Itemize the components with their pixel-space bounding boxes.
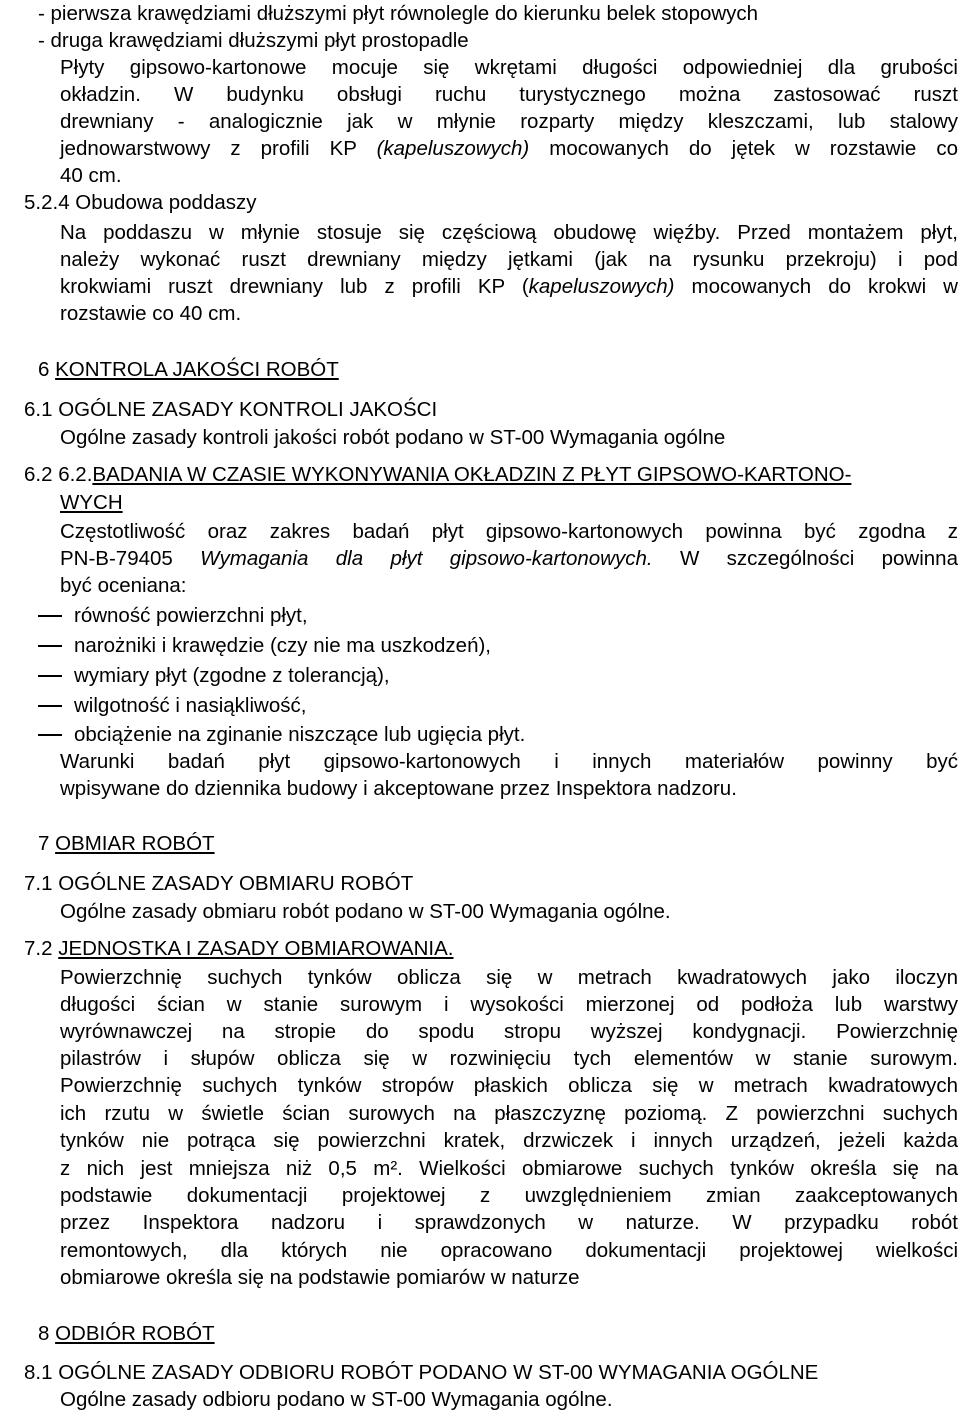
list-item: wymiary płyt (zgodne z tolerancją), bbox=[74, 664, 390, 687]
paragraph-line: przez Inspektora nadzoru i sprawdzonych w naturze. W przypadku robót bbox=[60, 1211, 958, 1234]
section-heading-5-2-4: 5.2.4 Obudowa poddaszy bbox=[24, 191, 257, 214]
dash-bullet bbox=[38, 734, 62, 736]
heading-number: 8 bbox=[38, 1322, 56, 1345]
section-heading-7-2 bbox=[24, 935, 453, 962]
dash-bullet bbox=[38, 645, 62, 647]
heading-number: 6.2 6.2. bbox=[24, 463, 93, 486]
section-heading-7-1: 7.1 OGÓLNE ZASADY OBMIARU ROBÓT bbox=[24, 872, 414, 895]
dash-bullet bbox=[38, 615, 62, 617]
section-heading-8-1: 8.1 OGÓLNE ZASADY ODBIORU ROBÓT PODANO W ST-00 WYMAGANIA OGÓLNE bbox=[24, 1361, 819, 1384]
italic-span: kapeluszowych) bbox=[528, 275, 675, 298]
paragraph-line: Na poddaszu w młynie stosuje się częściową obudowę więźby. Przed montażem płyt, bbox=[60, 221, 958, 244]
paragraph-line: Płyty gipsowo-kartonowe mocuje się wkrętami długości odpowiedniej dla grubości bbox=[60, 56, 958, 79]
section-heading-6-1: 6.1 OGÓLNE ZASADY KONTROLI JAKOŚCI bbox=[24, 398, 438, 421]
heading-title: WYCH bbox=[60, 491, 123, 514]
section-heading-7 bbox=[38, 830, 215, 857]
text-span: PN-B-79405 bbox=[60, 547, 201, 570]
paragraph-line: rozstawie co 40 cm. bbox=[60, 302, 242, 325]
text-span: krokwiami ruszt drewniany lub z profili KP ( bbox=[60, 275, 529, 298]
paragraph-line: remontowych, dla których nie opracowano dokumentacji projektowej wielkości bbox=[60, 1239, 958, 1262]
paragraph-line: wpisywane do dziennika budowy i akceptowane przez Inspektora nadzoru. bbox=[60, 777, 737, 800]
paragraph-line: być oceniana: bbox=[60, 574, 187, 597]
section-heading-6 bbox=[38, 356, 339, 383]
heading-number: 6 bbox=[38, 358, 56, 381]
paragraph-line: okładzin. W budynku obsługi ruchu turystycznego można zastosować ruszt bbox=[60, 83, 958, 106]
bullet-line: - druga krawędziami dłuższymi płyt prostopadle bbox=[38, 29, 469, 52]
paragraph-line: podstawie dokumentacji projektowej z uwzględnieniem zmian zaakceptowanych bbox=[60, 1184, 958, 1207]
italic-span: Wymagania dla płyt gipsowo-kartonowych. bbox=[200, 547, 653, 570]
paragraph-line bbox=[60, 135, 958, 162]
section-heading-8 bbox=[38, 1320, 215, 1347]
paragraph-line: Ogólne zasady odbioru podano w ST-00 Wymagania ogólne. bbox=[60, 1388, 613, 1411]
paragraph-line: pilastrów i słupów oblicza się w rozwinięciu tych elementów w stanie surowym. bbox=[60, 1047, 958, 1070]
text-span: W szczególności powinna bbox=[652, 547, 958, 570]
text-span: mocowanych do krokwi w bbox=[674, 275, 958, 298]
paragraph-line: Częstotliwość oraz zakres badań płyt gipsowo-kartonowych powinna być zgodna z bbox=[60, 520, 958, 543]
dash-bullet bbox=[38, 705, 62, 707]
section-heading-6-2 bbox=[24, 461, 851, 488]
paragraph-line: tynków nie potrąca się powierzchni kratek, drzwiczek i innych urządzeń, jeżeli każda bbox=[60, 1129, 958, 1152]
list-item: narożniki i krawędzie (czy nie ma uszkodzeń), bbox=[74, 634, 491, 657]
list-item: wilgotność i nasiąkliwość, bbox=[74, 694, 307, 717]
paragraph-line: długości ścian w stanie surowym i wysokości mierzonej od podłoża lub warstwy bbox=[60, 993, 958, 1016]
paragraph-line: obmiarowe określa się na podstawie pomiarów w naturze bbox=[60, 1266, 580, 1289]
paragraph-line: Ogólne zasady kontroli jakości robót podano w ST-00 Wymagania ogólne bbox=[60, 426, 726, 449]
heading-title: OBMIAR ROBÓT bbox=[55, 832, 215, 855]
dash-bullet bbox=[38, 675, 62, 677]
list-item: równość powierzchni płyt, bbox=[74, 604, 308, 627]
paragraph-line: Warunki badań płyt gipsowo-kartonowych i innych materiałów powinny być bbox=[60, 750, 958, 773]
text-span: jednowarstwowy z profili KP bbox=[60, 137, 377, 160]
paragraph-line: Powierzchnię suchych tynków stropów płaskich oblicza się w metrach kwadratowych bbox=[60, 1074, 958, 1097]
paragraph-line: należy wykonać ruszt drewniany między jętkami (jak na rysunku przekroju) i pod bbox=[60, 248, 958, 271]
heading-title: KONTROLA JAKOŚCI ROBÓT bbox=[55, 358, 339, 381]
paragraph-line: 40 cm. bbox=[60, 164, 122, 187]
text-span: mocowanych do jętek w rozstawie co bbox=[529, 137, 958, 160]
paragraph-line: Ogólne zasady obmiaru robót podano w ST-00 Wymagania ogólne. bbox=[60, 900, 671, 923]
bullet-line: - pierwsza krawędziami dłuższymi płyt równolegle do kierunku belek stopowych bbox=[38, 2, 759, 25]
heading-title: ODBIÓR ROBÓT bbox=[55, 1322, 215, 1345]
heading-continuation bbox=[60, 489, 123, 516]
list-item: obciążenie na zginanie niszczące lub ugięcia płyt. bbox=[74, 723, 526, 746]
paragraph-line: drewniany - analogicznie jak w młynie rozparty między kleszczami, lub stalowy bbox=[60, 110, 958, 133]
heading-title: JEDNOSTKA I ZASADY OBMIAROWANIA. bbox=[58, 937, 454, 960]
paragraph-line: Powierzchnię suchych tynków oblicza się w metrach kwadratowych jako iloczyn bbox=[60, 966, 958, 989]
italic-span: (kapeluszowych) bbox=[376, 137, 530, 160]
heading-number: 7 bbox=[38, 832, 56, 855]
heading-title: BADANIA W CZASIE WYKONYWANIA OKŁADZIN Z PŁYT GIPSOWO-KARTONO- bbox=[92, 463, 852, 486]
paragraph-line: ich rzutu w świetle ścian surowych na płaszczyznę poziomą. Z powierzchni suchych bbox=[60, 1102, 958, 1125]
paragraph-line bbox=[60, 545, 958, 572]
paragraph-line bbox=[60, 273, 958, 300]
paragraph-line: wyrównawczej na stropie do spodu stropu wyższej kondygnacji. Powierzchnię bbox=[60, 1020, 958, 1043]
heading-number: 7.2 bbox=[24, 937, 59, 960]
paragraph-line: z nich jest mniejsza niż 0,5 m². Wielkości obmiarowe suchych tynków określa się na bbox=[60, 1157, 958, 1180]
